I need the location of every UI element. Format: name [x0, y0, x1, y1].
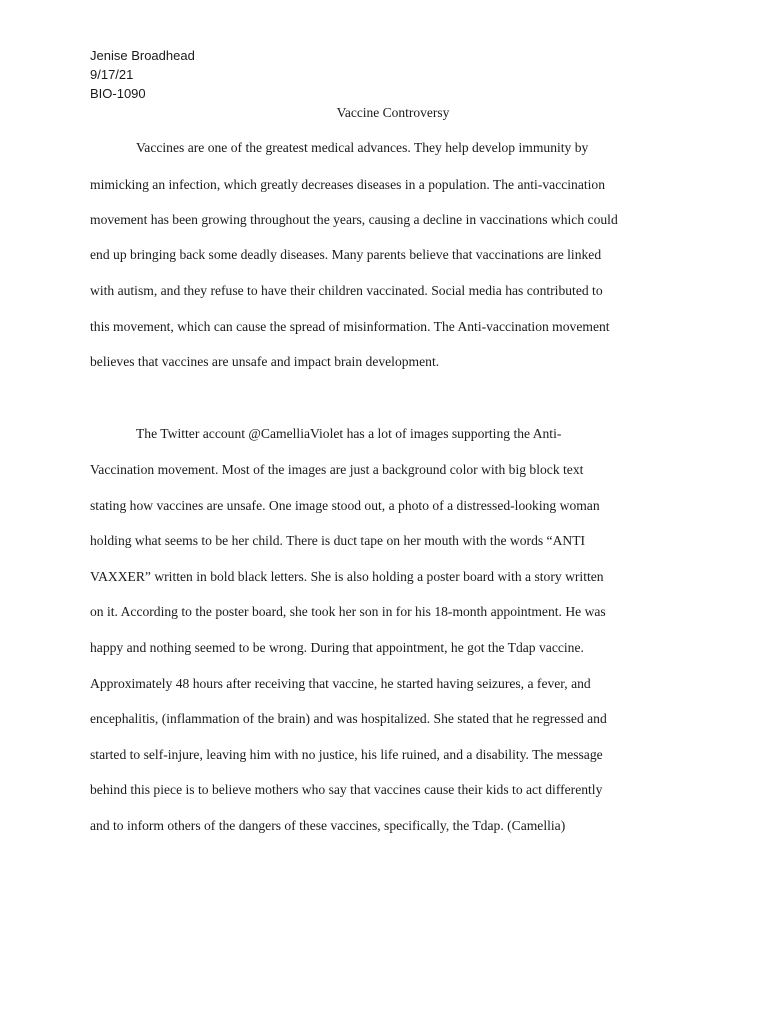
paragraph-1-line: believes that vaccines are unsafe and impact brain development. [90, 354, 440, 369]
paragraph-2-line: started to self-injure, leaving him with no justice, his life ruined, and a disability. The message [90, 747, 603, 762]
course-code: BIO-1090 [90, 86, 146, 101]
date: 9/17/21 [90, 67, 134, 82]
paragraph-2-line: encephalitis, (inflammation of the brain) and was hospitalized. She stated that he regressed and [90, 711, 607, 726]
paragraph-1-line: end up bringing back some deadly diseases. Many parents believe that vaccinations are linked [90, 247, 602, 262]
paragraph-1-line: movement has been growing throughout the years, causing a decline in vaccinations which could [90, 212, 618, 227]
paragraph-2-line: Vaccination movement. Most of the images are just a background color with big block text [90, 462, 584, 477]
paragraph-2-line: The Twitter account @CamelliaViolet has a lot of images supporting the Anti- [136, 426, 562, 441]
author-name: Jenise Broadhead [90, 48, 195, 63]
paragraph-2-line: behind this piece is to believe mothers who say that vaccines cause their kids to act differently [90, 782, 603, 797]
paragraph-2-line: VAXXER” written in bold black letters. She is also holding a poster board with a story written [90, 569, 604, 584]
document-title: Vaccine Controversy [336, 105, 450, 120]
paragraph-1-line: mimicking an infection, which greatly decreases diseases in a population. The anti-vaccination [90, 177, 606, 192]
paragraph-2-line: on it. According to the poster board, she took her son in for his 18-month appointment. He was [90, 604, 606, 619]
paragraph-1-line: this movement, which can cause the spread of misinformation. The Anti-vaccination movement [90, 319, 610, 334]
paragraph-1-line: Vaccines are one of the greatest medical advances. They help develop immunity by [136, 140, 589, 155]
paragraph-1-line: with autism, and they refuse to have their children vaccinated. Social media has contributed to [90, 283, 603, 298]
paragraph-2-line: Approximately 48 hours after receiving that vaccine, he started having seizures, a fever, and [90, 676, 591, 691]
paragraph-2-line: and to inform others of the dangers of these vaccines, specifically, the Tdap. (Camellia) [90, 818, 566, 833]
paragraph-2-line: holding what seems to be her child. There is duct tape on her mouth with the words “ANTI [90, 533, 586, 548]
paragraph-2-line: happy and nothing seemed to be wrong. During that appointment, he got the Tdap vaccine. [90, 640, 584, 655]
paragraph-2-line: stating how vaccines are unsafe. One image stood out, a photo of a distressed-looking woman [90, 498, 600, 513]
